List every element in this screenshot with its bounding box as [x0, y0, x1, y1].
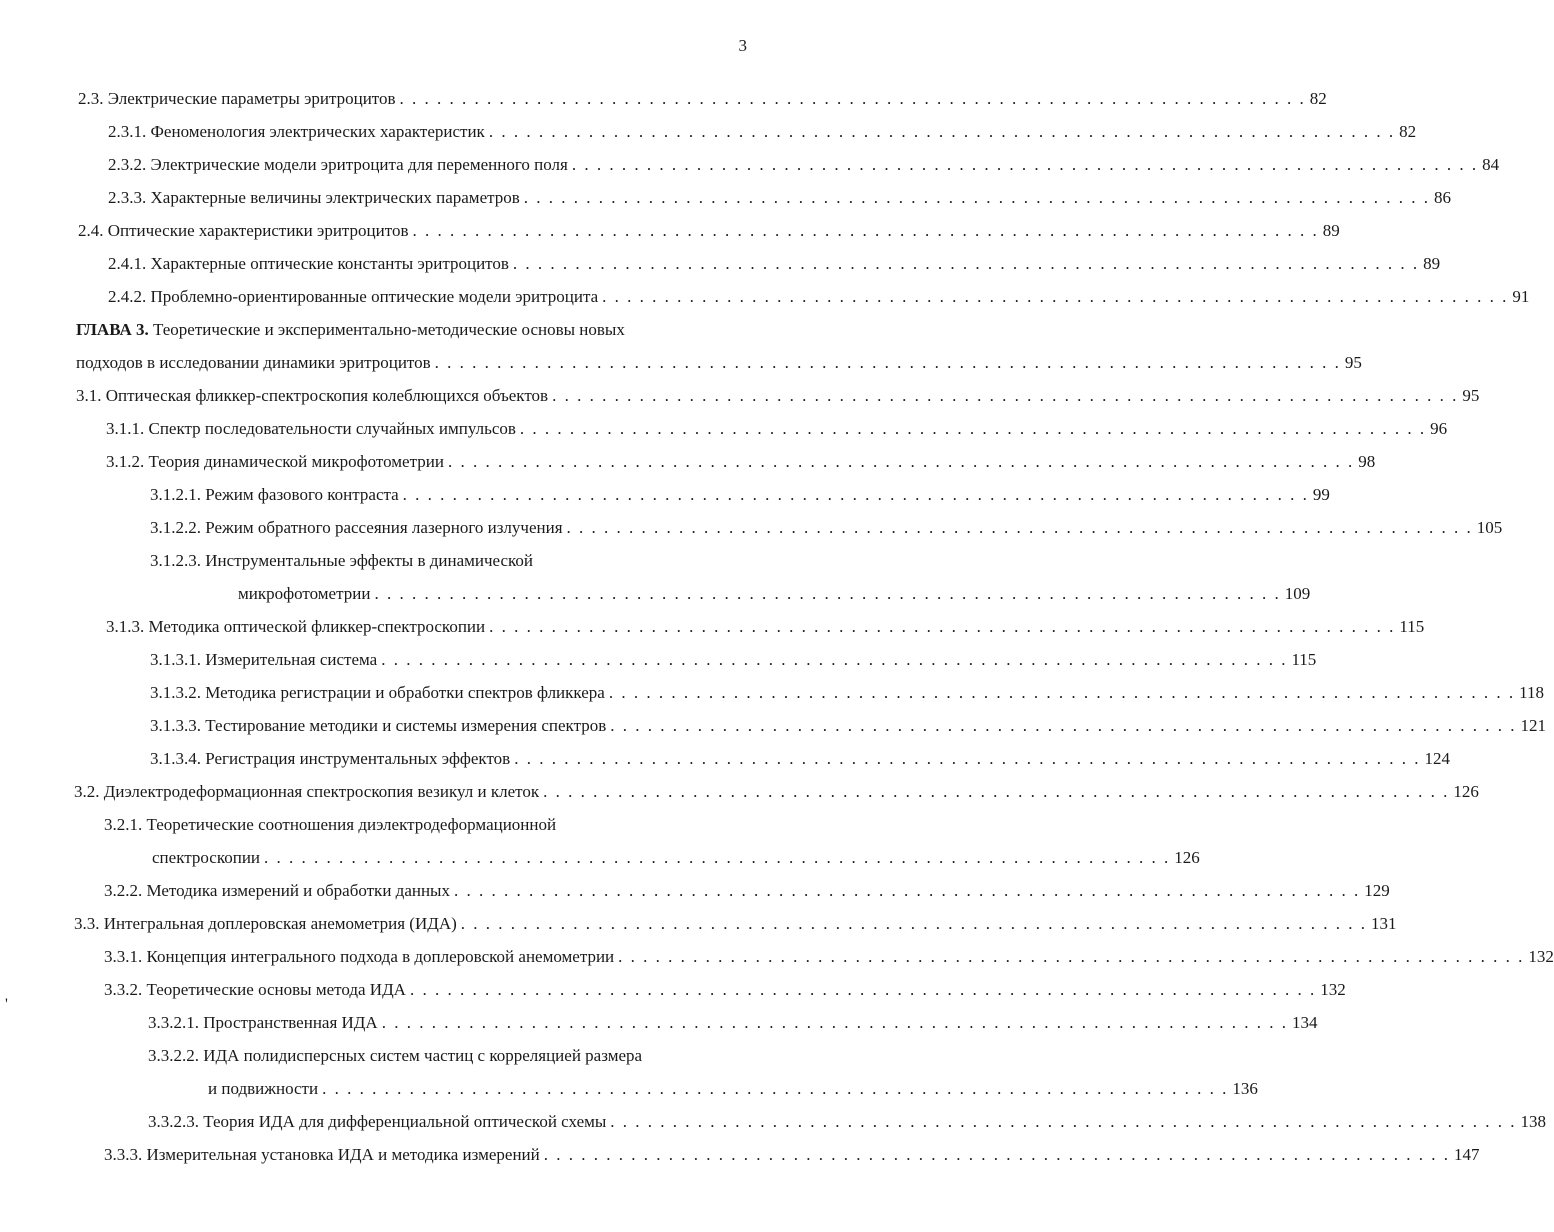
toc-entry: [104, 944, 1554, 970]
page-number: 3: [738, 36, 747, 55]
toc-entry: [108, 284, 1530, 310]
toc-entry: [108, 185, 1452, 211]
toc-entry-title: 3.1.2. Теория динамической микрофотометрии: [106, 452, 444, 471]
toc-entry-page: 132: [1320, 980, 1346, 999]
toc-entry-title: микрофотометрии: [238, 584, 371, 603]
toc-entry-title: 3.1.1. Спектр последовательности случайных импульсов: [106, 419, 516, 438]
toc-entry-title: 3.1.3.3. Тестирование методики и системы измерения спектров: [150, 716, 607, 735]
toc-entry-title: 2.4. Оптические характеристики эритроцитов: [78, 221, 409, 240]
toc-entry: [150, 482, 1330, 508]
toc-entry-title: 3.3.1. Концепция интегрального подхода в доплеровской анемометрии: [104, 947, 615, 966]
toc-entry-page: 136: [1232, 1079, 1258, 1098]
toc-entry-title: 3.3.2.3. Теория ИДА для дифференциальной оптической схемы: [148, 1112, 607, 1131]
chapter-title: Теоретические и экспериментально-методические основы новых: [148, 320, 625, 339]
toc-entry-page: 138: [1520, 1112, 1547, 1131]
toc-entry-page: 126: [1453, 782, 1479, 801]
toc-entry-title: 3.1.3. Методика оптической фликкер-спектроскопии: [106, 617, 486, 636]
toc-entry: [76, 350, 1362, 376]
toc-entry-page: 82: [1399, 122, 1417, 141]
toc-entry: [152, 845, 1200, 871]
toc-entry-title: 3.1.3.2. Методика регистрации и обработки спектров фликкера: [150, 683, 605, 702]
toc-entry-title: 2.3.2. Электрические модели эритроцита для переменного поля: [108, 155, 568, 174]
chapter-label: ГЛАВА 3.: [76, 320, 149, 339]
stray-mark: ': [5, 996, 8, 1013]
toc-entry-page: 96: [1430, 419, 1448, 438]
toc-entry: [148, 1010, 1318, 1036]
toc-entry-title: 3.2.2. Методика измерений и обработки данных: [104, 881, 450, 900]
toc-entry-title: 3.1.3.4. Регистрация инструментальных эффектов: [150, 749, 511, 768]
toc-entry-page: 95: [1344, 353, 1362, 372]
toc-entry: [150, 680, 1544, 706]
toc-entry-title: 3.1.2.3. Инструментальные эффекты в динамической: [150, 551, 534, 570]
toc-entry-title: 2.4.1. Характерные оптические константы эритроцитов: [108, 254, 509, 273]
toc-entry: [108, 119, 1417, 145]
toc-entry: [74, 779, 1479, 805]
toc-entry-title: 3.3.2.2. ИДА полидисперсных систем частиц с корреляцией размера: [148, 1046, 643, 1065]
toc-entry-page: 115: [1291, 650, 1317, 669]
toc-entry-title: 3.1.2.2. Режим обратного рассеяния лазерного излучения: [150, 518, 563, 537]
toc-entry-title: 2.3. Электрические параметры эритроцитов: [78, 89, 396, 108]
toc-entry-title: и подвижности: [208, 1079, 319, 1098]
toc-entry-title: 3.3.2. Теоретические основы метода ИДА: [104, 980, 406, 999]
toc-entry-page: 89: [1423, 254, 1441, 273]
toc-entry: [78, 86, 1327, 112]
toc-entry-page: 132: [1528, 947, 1554, 966]
toc-entry-page: 134: [1291, 1013, 1318, 1032]
toc-entry-title: 3.2.1. Теоретические соотношения диэлектродеформационной: [104, 815, 557, 834]
toc-entry-title: 3.1.2.1. Режим фазового контраста: [150, 485, 399, 504]
toc-entry-title: подходов в исследовании динамики эритроцитов: [76, 353, 431, 372]
toc-entry: [148, 1109, 1547, 1135]
toc-entry: [104, 977, 1346, 1003]
toc-entry-page: 99: [1312, 485, 1330, 504]
toc-entry-title: 2.4.2. Проблемно-ориентированные оптические модели эритроцита: [108, 287, 599, 306]
toc-entry: [238, 581, 1311, 607]
toc-entry-page: 86: [1434, 188, 1452, 207]
toc-entry-title: 2.3.1. Феноменология электрических характеристик: [108, 122, 485, 141]
toc-entry-page: 82: [1309, 89, 1327, 108]
toc-entry: [104, 878, 1390, 904]
toc-entry-page: 98: [1358, 452, 1376, 471]
toc-entry-title: 3.1. Оптическая фликкер-спектроскопия колеблющихся объектов: [76, 386, 549, 405]
toc-entry-page: 121: [1520, 716, 1547, 735]
toc-entry-title: спектроскопии: [152, 848, 261, 867]
toc-entry-page: 109: [1284, 584, 1311, 603]
toc-entry-title: 2.3.3. Характерные величины электрических параметров: [108, 188, 520, 207]
toc-entry-page: 129: [1364, 881, 1390, 900]
toc-entry: [76, 383, 1480, 409]
toc-entry: [106, 416, 1448, 442]
toc-entry: [74, 911, 1397, 937]
toc-entry-page: 131: [1371, 914, 1397, 933]
toc-entry-page: 118: [1519, 683, 1544, 702]
toc-entry: [150, 746, 1450, 772]
toc-entry: [104, 1142, 1480, 1168]
chapter-heading: [76, 317, 625, 343]
toc-entry-title: 3.2. Диэлектродеформационная спектроскопия везикул и клеток: [74, 782, 540, 801]
toc-entry: [108, 251, 1441, 277]
toc-entry: [108, 152, 1500, 178]
toc-entry-page: 91: [1512, 287, 1530, 306]
toc-entry-title: 3.3.3. Измерительная установка ИДА и методика измерений: [104, 1145, 540, 1164]
toc-entry: [208, 1076, 1258, 1102]
toc-entry-page: 124: [1424, 749, 1450, 768]
toc-entry-page: 95: [1462, 386, 1480, 405]
toc-entry-page: 147: [1454, 1145, 1480, 1164]
toc-entry-page: 115: [1399, 617, 1425, 636]
toc-entry: [106, 449, 1376, 475]
toc-entry-title: 3.3. Интегральная доплеровская анемометрия (ИДА): [74, 914, 457, 933]
toc-entry: [78, 218, 1340, 244]
toc-entry-page: 105: [1476, 518, 1503, 537]
toc-entry: [150, 713, 1547, 739]
toc-entry-page: 84: [1482, 155, 1500, 174]
toc-entry-title: 3.1.3.1. Измерительная система: [150, 650, 378, 669]
toc-entry-title: 3.3.2.1. Пространственная ИДА: [148, 1013, 378, 1032]
toc-entry-page: 126: [1174, 848, 1200, 867]
toc-entry: [106, 614, 1425, 640]
toc-entry: [150, 515, 1503, 541]
toc-entry-page: 89: [1322, 221, 1340, 240]
toc-entry: [150, 647, 1317, 673]
